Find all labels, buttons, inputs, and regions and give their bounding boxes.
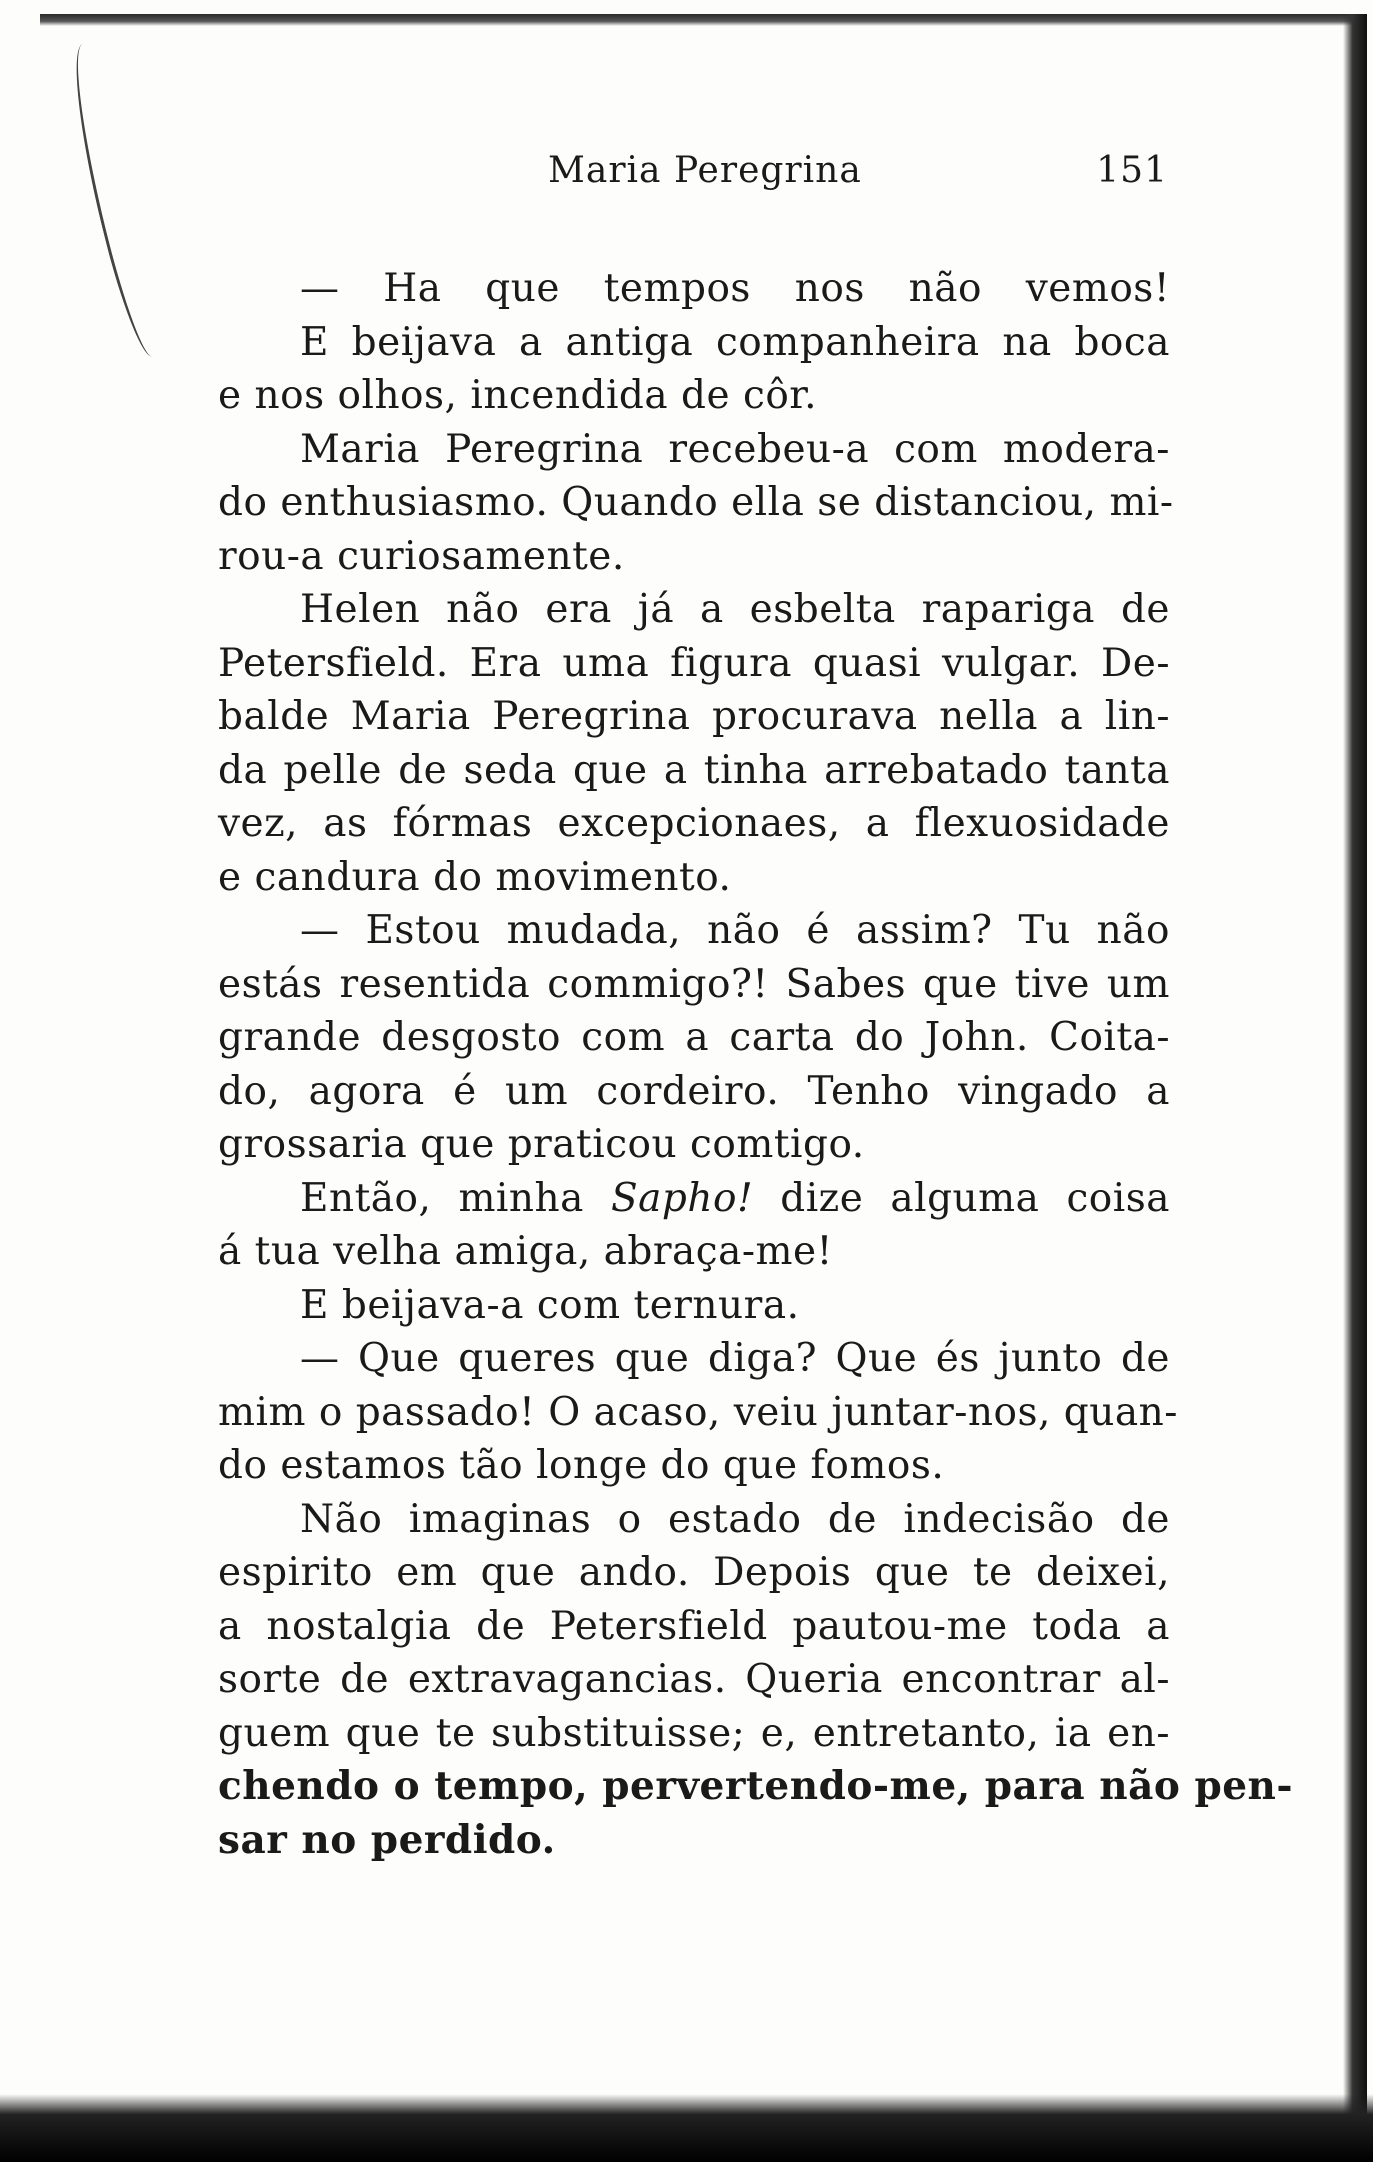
text-fragment: Então, minha (300, 1175, 611, 1221)
text-line: Helen não era já a esbelta rapariga de (300, 587, 1170, 632)
scan-edge-bottom (0, 2094, 1373, 2162)
text-line: — Ha que tempos nos não vemos! (300, 266, 1170, 311)
text-line: estás resentida commigo?! Sabes que tive um (218, 961, 1170, 1007)
page-header (548, 150, 1168, 200)
text-line: do enthusiasmo. Quando ella se distanciou, mi- (218, 480, 1174, 525)
body-text (218, 262, 1294, 1867)
text-line: sorte de extravagancias. Queria encontrar al- (218, 1657, 1170, 1702)
italic-name: Sapho! (610, 1175, 754, 1221)
text-line: sar no perdido. (218, 1816, 556, 1863)
text-line: e candura do movimento. (218, 854, 732, 900)
text-line: balde Maria Peregrina procurava nella a lin- (218, 694, 1170, 739)
text-line: — Que queres que diga? Que és junto de (300, 1336, 1170, 1381)
text-line: guem que te substituisse; e, entretanto, ia en- (218, 1710, 1170, 1756)
scan-edge-top (40, 14, 1360, 26)
text-line: a nostalgia de Petersfield pautou-me toda a (218, 1603, 1170, 1649)
text-line: vez, as fórmas excepcionaes, a flexuosidade (218, 801, 1170, 846)
text-line: Não imaginas o estado de indecisão de (300, 1496, 1170, 1542)
text-line: espirito em que ando. Depois que te deixei, (218, 1550, 1170, 1595)
text-line: mim o passado! O acaso, veiu juntar-nos, quan- (218, 1389, 1178, 1435)
text-line: do estamos tão longe do que fomos. (218, 1443, 945, 1488)
text-line: do, agora é um cordeiro. Tenho vingado a (218, 1068, 1170, 1114)
text-line: E beijava-a com ternura. (300, 1282, 800, 1328)
text-fragment: dize alguma coisa (753, 1175, 1171, 1221)
text-line: da pelle de seda que a tinha arrebatado tanta (218, 747, 1170, 793)
text-line: chendo o tempo, pervertendo-me, para não pen- (218, 1763, 1294, 1809)
page-curl-shadow (58, 40, 177, 361)
text-line: rou-a curiosamente. (218, 533, 625, 579)
text-line: á tua velha amiga, abraça-me! (218, 1229, 833, 1274)
text-line: E beijava a antiga companheira na boca (300, 319, 1170, 365)
text-line: grande desgosto com a carta do John. Coita- (218, 1015, 1170, 1060)
text-line: Maria Peregrina recebeu-a com modera- (300, 426, 1170, 472)
text-line: Petersfield. Era uma figura quasi vulgar. De- (218, 640, 1170, 686)
text-line: e nos olhos, incendida de côr. (218, 373, 818, 418)
text-line: — Estou mudada, não é assim? Tu não (300, 908, 1170, 953)
running-head: Maria Peregrina (548, 150, 862, 191)
text-line: grossaria que praticou comtigo. (218, 1122, 865, 1167)
text-line (218, 1172, 1170, 1226)
scan-edge-right (1343, 14, 1367, 2124)
page-number: 151 (1096, 150, 1168, 191)
